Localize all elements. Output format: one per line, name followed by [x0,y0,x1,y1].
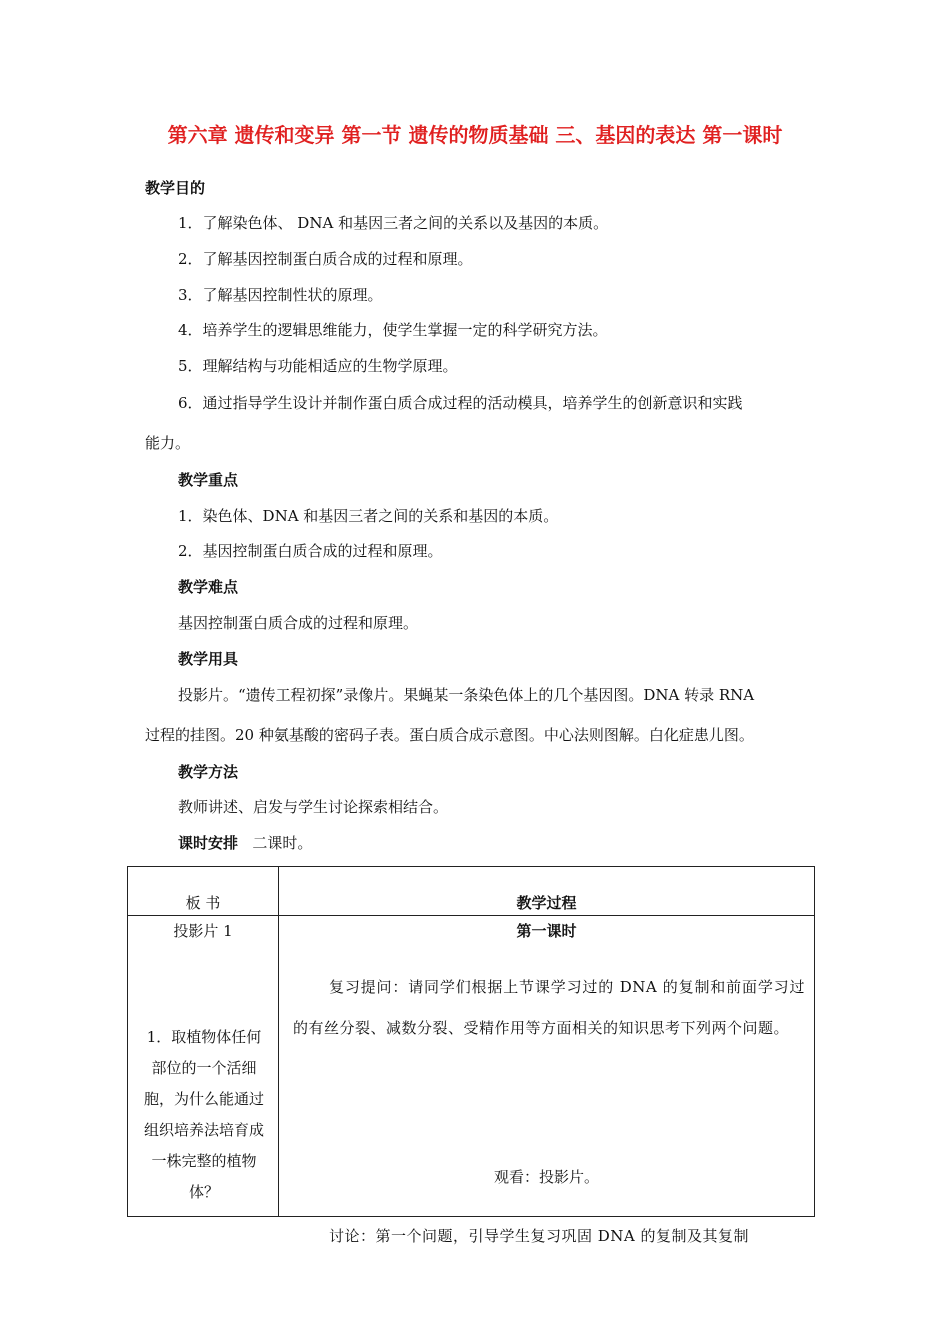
objective-item: 3．了解基因控制性状的原理。 [178,286,383,304]
objective-item: 6．通过指导学生设计并制作蛋白质合成过程的活动模具，培养学生的创新意识和实践 [178,394,743,412]
board-cell [128,916,279,1217]
schedule-heading: 课时安排 [178,834,239,852]
discuss-paragraph [293,1216,805,1257]
tools-heading: 教学用具 [178,650,239,668]
difficulties-heading: 教学难点 [178,578,239,596]
schedule-line [178,833,312,853]
discuss-text: 讨论：第一个问题，引导学生复习巩固 DNA 的复制及其复制 [329,1227,750,1245]
objective-item: 4．培养学生的逻辑思维能力，使学生掌握一定的科学研究方法。 [178,321,608,339]
objective-item-continuation: 能力。 [145,434,191,452]
key-point-item: 1．染色体、DNA 和基因三者之间的关系和基因的本质。 [178,507,559,525]
table-header-cell-process [279,867,815,916]
slide-question: 1．取植物体任何部位的一个活细胞，为什么能通过组织培养法培育成一株完整的植物体？ [143,1028,264,1201]
lesson-table [127,866,815,1245]
process-column-header: 教学过程 [516,894,577,912]
objective-item: 2．了解基因控制蛋白质合成的过程和原理。 [178,250,473,268]
document-title: 第六章 遗传和变异 第一节 遗传的物质基础 三、基因的表达 第一课时 [167,123,783,147]
objectives-heading: 教学目的 [145,179,206,197]
slide-label: 投影片 1 [173,922,233,940]
board-column-header: 板 书 [185,894,221,912]
table-row [128,916,815,1217]
key-points-heading: 教学重点 [178,471,239,489]
schedule-text: 二课时。 [252,834,313,852]
difficulties-text: 基因控制蛋白质合成的过程和原理。 [178,614,419,632]
tools-text-line2: 过程的挂图。20 种氨基酸的密码子表。蛋白质合成示意图。中心法则图解。白化症患儿图。 [145,726,754,744]
tools-text-line1: 投影片。“遗传工程初探”录像片。果蝇某一条染色体上的几个基因图。DNA 转录 RNA [178,686,755,704]
key-point-item: 2．基因控制蛋白质合成的过程和原理。 [178,542,443,560]
objective-item: 1．了解染色体、 DNA 和基因三者之间的关系以及基因的本质。 [178,214,609,232]
lesson-title: 第一课时 [516,922,577,940]
methods-text: 教师讲述、启发与学生讨论探索相结合。 [178,798,449,816]
watch-text: 观看：投影片。 [493,1168,599,1186]
process-cell [279,916,815,1245]
objective-item: 5．理解结构与功能相适应的生物学原理。 [178,357,458,375]
table-header-cell-board [128,867,279,916]
review-paragraph [293,967,805,1049]
methods-heading: 教学方法 [178,763,239,781]
review-text: 复习提问：请同学们根据上节课学习过的 DNA 的复制和前面学习过的有丝分裂、减数分裂、受精作用等方面相关的知识思考下列两个问题。 [293,978,805,1037]
table-header-row [128,867,815,916]
